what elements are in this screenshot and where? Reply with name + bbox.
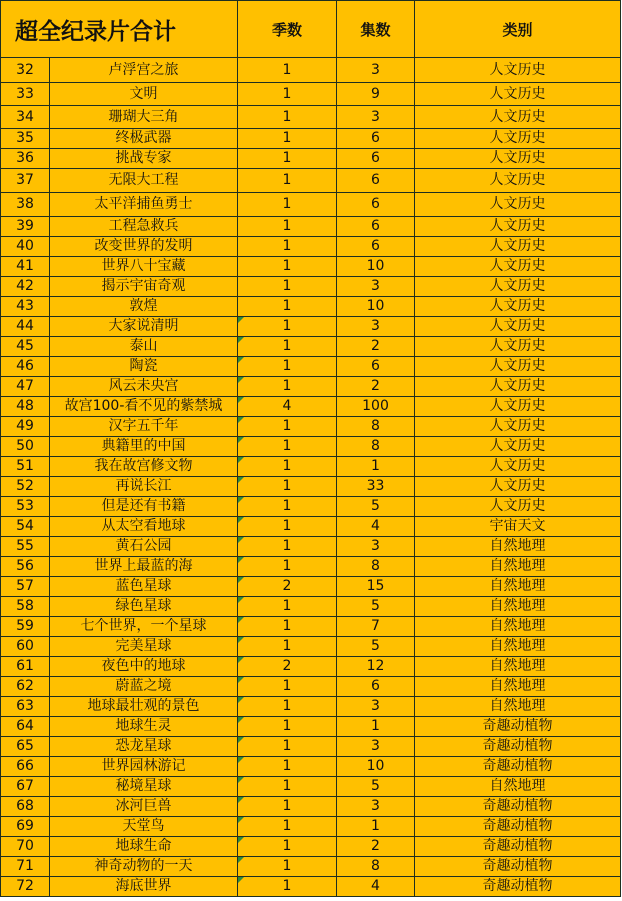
category-cell[interactable]: 奇趣动植物: [415, 837, 621, 857]
episodes-cell[interactable]: 6: [337, 357, 415, 377]
table-row: [1, 257, 621, 277]
column-header-category[interactable]: 类别: [415, 1, 621, 58]
episodes-cell[interactable]: 9: [337, 83, 415, 106]
row-number-cell[interactable]: 53: [1, 497, 50, 517]
episodes-cell[interactable]: 6: [337, 193, 415, 217]
episodes-cell[interactable]: 1: [337, 717, 415, 737]
table-row: [1, 597, 621, 617]
table-row: [1, 83, 621, 106]
season-cell[interactable]: 1: [238, 257, 337, 277]
category-cell[interactable]: 人文历史: [415, 397, 621, 417]
episodes-cell[interactable]: 10: [337, 297, 415, 317]
episodes-cell[interactable]: 3: [337, 537, 415, 557]
row-number-cell[interactable]: 64: [1, 717, 50, 737]
category-cell[interactable]: 自然地理: [415, 677, 621, 697]
table-row: [1, 58, 621, 83]
title-cell[interactable]: 地球最壮观的景色: [50, 697, 238, 717]
season-cell[interactable]: 1: [238, 717, 337, 737]
episodes-cell[interactable]: 5: [337, 637, 415, 657]
row-number-cell[interactable]: 39: [1, 217, 50, 237]
category-cell[interactable]: 人文历史: [415, 257, 621, 277]
category-cell[interactable]: 人文历史: [415, 297, 621, 317]
row-number-cell[interactable]: 43: [1, 297, 50, 317]
season-cell[interactable]: 1: [238, 537, 337, 557]
row-number-cell[interactable]: 62: [1, 677, 50, 697]
table-row: [1, 129, 621, 149]
table-row: [1, 697, 621, 717]
episodes-cell[interactable]: 8: [337, 857, 415, 877]
category-cell[interactable]: 人文历史: [415, 149, 621, 169]
category-cell[interactable]: 人文历史: [415, 317, 621, 337]
category-cell[interactable]: 人文历史: [415, 106, 621, 129]
category-cell[interactable]: 人文历史: [415, 237, 621, 257]
title-cell[interactable]: 冰河巨兽: [50, 797, 238, 817]
episodes-cell[interactable]: 3: [337, 697, 415, 717]
season-cell[interactable]: 1: [238, 817, 337, 837]
title-cell[interactable]: 蔚蓝之境: [50, 677, 238, 697]
row-number-cell[interactable]: 50: [1, 437, 50, 457]
table-row: [1, 106, 621, 129]
table-row: [1, 377, 621, 397]
episodes-cell[interactable]: 7: [337, 617, 415, 637]
row-number-cell[interactable]: 46: [1, 357, 50, 377]
title-cell[interactable]: 挑战专家: [50, 149, 238, 169]
season-cell[interactable]: 1: [238, 837, 337, 857]
category-cell[interactable]: 人文历史: [415, 217, 621, 237]
row-number-cell[interactable]: 66: [1, 757, 50, 777]
table-row: [1, 357, 621, 377]
season-cell[interactable]: 1: [238, 697, 337, 717]
season-cell[interactable]: 1: [238, 129, 337, 149]
episodes-cell[interactable]: 10: [337, 757, 415, 777]
category-cell[interactable]: 人文历史: [415, 457, 621, 477]
row-number-cell[interactable]: 72: [1, 877, 50, 897]
category-cell[interactable]: 人文历史: [415, 477, 621, 497]
season-cell[interactable]: 1: [238, 83, 337, 106]
category-cell[interactable]: 人文历史: [415, 437, 621, 457]
row-number-cell[interactable]: 36: [1, 149, 50, 169]
category-cell[interactable]: 人文历史: [415, 337, 621, 357]
category-cell[interactable]: 奇趣动植物: [415, 797, 621, 817]
episodes-cell[interactable]: 4: [337, 877, 415, 897]
episodes-cell[interactable]: 33: [337, 477, 415, 497]
row-number-cell[interactable]: 70: [1, 837, 50, 857]
row-number-cell[interactable]: 45: [1, 337, 50, 357]
table-row: [1, 817, 621, 837]
episodes-cell[interactable]: 3: [337, 277, 415, 297]
title-cell[interactable]: 汉字五千年: [50, 417, 238, 437]
category-cell[interactable]: 人文历史: [415, 58, 621, 83]
title-cell[interactable]: 夜色中的地球: [50, 657, 238, 677]
header-row: [1, 1, 621, 58]
season-cell[interactable]: 1: [238, 106, 337, 129]
row-number-cell[interactable]: 65: [1, 737, 50, 757]
row-number-cell[interactable]: 47: [1, 377, 50, 397]
episodes-cell[interactable]: 4: [337, 517, 415, 537]
episodes-cell[interactable]: 100: [337, 397, 415, 417]
episodes-cell[interactable]: 1: [337, 817, 415, 837]
table-row: [1, 537, 621, 557]
category-cell[interactable]: 自然地理: [415, 777, 621, 797]
episodes-cell[interactable]: 5: [337, 497, 415, 517]
season-cell[interactable]: 1: [238, 597, 337, 617]
season-cell[interactable]: 1: [238, 797, 337, 817]
table-row: [1, 337, 621, 357]
title-cell[interactable]: 故宫100-看不见的紫禁城: [50, 397, 238, 417]
table-row: [1, 877, 621, 897]
table-row: [1, 617, 621, 637]
table-row: [1, 149, 621, 169]
season-cell[interactable]: 2: [238, 577, 337, 597]
season-cell[interactable]: 1: [238, 457, 337, 477]
episodes-cell[interactable]: 3: [337, 797, 415, 817]
table-row: [1, 397, 621, 417]
table-row: [1, 637, 621, 657]
season-cell[interactable]: 1: [238, 357, 337, 377]
title-cell[interactable]: 再说长江: [50, 477, 238, 497]
title-cell[interactable]: 敦煌: [50, 297, 238, 317]
season-cell[interactable]: 1: [238, 517, 337, 537]
season-cell[interactable]: 1: [238, 58, 337, 83]
category-cell[interactable]: 人文历史: [415, 417, 621, 437]
row-number-cell[interactable]: 52: [1, 477, 50, 497]
table-row: [1, 497, 621, 517]
season-cell[interactable]: 1: [238, 277, 337, 297]
title-cell[interactable]: 世界园林游记: [50, 757, 238, 777]
season-cell[interactable]: 1: [238, 417, 337, 437]
episodes-cell[interactable]: 10: [337, 257, 415, 277]
row-number-cell[interactable]: 55: [1, 537, 50, 557]
category-cell[interactable]: 自然地理: [415, 537, 621, 557]
row-number-cell[interactable]: 58: [1, 597, 50, 617]
season-cell[interactable]: 1: [238, 677, 337, 697]
title-cell[interactable]: 改变世界的发明: [50, 237, 238, 257]
row-number-cell[interactable]: 32: [1, 58, 50, 83]
table-row: [1, 517, 621, 537]
row-number-cell[interactable]: 63: [1, 697, 50, 717]
table-row: [1, 777, 621, 797]
table-row: [1, 317, 621, 337]
title-cell[interactable]: 从太空看地球: [50, 517, 238, 537]
title-cell[interactable]: 完美星球: [50, 637, 238, 657]
season-cell[interactable]: 1: [238, 877, 337, 897]
title-cell[interactable]: 蓝色星球: [50, 577, 238, 597]
table-body: [1, 58, 621, 897]
table-row: [1, 797, 621, 817]
row-number-cell[interactable]: 56: [1, 557, 50, 577]
category-cell[interactable]: 自然地理: [415, 577, 621, 597]
title-cell[interactable]: 我在故宫修文物: [50, 457, 238, 477]
episodes-cell[interactable]: 6: [337, 129, 415, 149]
season-cell[interactable]: 1: [238, 217, 337, 237]
episodes-cell[interactable]: 6: [337, 149, 415, 169]
season-cell[interactable]: 1: [238, 637, 337, 657]
title-cell[interactable]: 但是还有书籍: [50, 497, 238, 517]
title-cell[interactable]: 黄石公园: [50, 537, 238, 557]
table-row: [1, 417, 621, 437]
row-number-cell[interactable]: 48: [1, 397, 50, 417]
title-cell[interactable]: 典籍里的中国: [50, 437, 238, 457]
row-number-cell[interactable]: 59: [1, 617, 50, 637]
row-number-cell[interactable]: 38: [1, 193, 50, 217]
season-cell[interactable]: 1: [238, 317, 337, 337]
column-header-season[interactable]: 季数: [238, 1, 337, 58]
table-row: [1, 237, 621, 257]
category-cell[interactable]: 自然地理: [415, 637, 621, 657]
category-cell[interactable]: 人文历史: [415, 193, 621, 217]
season-cell[interactable]: 1: [238, 297, 337, 317]
category-cell[interactable]: 自然地理: [415, 657, 621, 677]
table-row: [1, 169, 621, 193]
episodes-cell[interactable]: 6: [337, 677, 415, 697]
table-row: [1, 857, 621, 877]
title-cell[interactable]: 卢浮宫之旅: [50, 58, 238, 83]
row-number-cell[interactable]: 60: [1, 637, 50, 657]
table-row: [1, 757, 621, 777]
row-number-cell[interactable]: 69: [1, 817, 50, 837]
episodes-cell[interactable]: 12: [337, 657, 415, 677]
category-cell[interactable]: 自然地理: [415, 617, 621, 637]
category-cell[interactable]: 人文历史: [415, 83, 621, 106]
season-cell[interactable]: 1: [238, 497, 337, 517]
row-number-cell[interactable]: 57: [1, 577, 50, 597]
table-title[interactable]: 超全纪录片合计: [1, 1, 238, 58]
category-cell[interactable]: 奇趣动植物: [415, 877, 621, 897]
title-cell[interactable]: 大家说清明: [50, 317, 238, 337]
season-cell[interactable]: 1: [238, 437, 337, 457]
episodes-cell[interactable]: 8: [337, 417, 415, 437]
title-cell[interactable]: 风云未央宫: [50, 377, 238, 397]
row-number-cell[interactable]: 67: [1, 777, 50, 797]
table-row: [1, 837, 621, 857]
season-cell[interactable]: 1: [238, 337, 337, 357]
episodes-cell[interactable]: 5: [337, 597, 415, 617]
row-number-cell[interactable]: 68: [1, 797, 50, 817]
episodes-cell[interactable]: 8: [337, 557, 415, 577]
category-cell[interactable]: 人文历史: [415, 357, 621, 377]
row-number-cell[interactable]: 42: [1, 277, 50, 297]
table-row: [1, 737, 621, 757]
category-cell[interactable]: 人文历史: [415, 377, 621, 397]
row-number-cell[interactable]: 34: [1, 106, 50, 129]
episodes-cell[interactable]: 3: [337, 58, 415, 83]
table-row: [1, 677, 621, 697]
row-number-cell[interactable]: 61: [1, 657, 50, 677]
row-number-cell[interactable]: 35: [1, 129, 50, 149]
title-cell[interactable]: 珊瑚大三角: [50, 106, 238, 129]
row-number-cell[interactable]: 41: [1, 257, 50, 277]
table-row: [1, 657, 621, 677]
table-row: [1, 477, 621, 497]
season-cell[interactable]: 1: [238, 237, 337, 257]
season-cell[interactable]: 1: [238, 857, 337, 877]
episodes-cell[interactable]: 2: [337, 837, 415, 857]
category-cell[interactable]: 宇宙天文: [415, 517, 621, 537]
row-number-cell[interactable]: 71: [1, 857, 50, 877]
title-cell[interactable]: 七个世界，一个星球: [50, 617, 238, 637]
row-number-cell[interactable]: 37: [1, 169, 50, 193]
category-cell[interactable]: 奇趣动植物: [415, 757, 621, 777]
title-cell[interactable]: 天堂鸟: [50, 817, 238, 837]
title-cell[interactable]: 无限大工程: [50, 169, 238, 193]
category-cell[interactable]: 人文历史: [415, 497, 621, 517]
episodes-cell[interactable]: 6: [337, 237, 415, 257]
episodes-cell[interactable]: 6: [337, 169, 415, 193]
table-row: [1, 577, 621, 597]
category-cell[interactable]: 奇趣动植物: [415, 857, 621, 877]
table-row: [1, 217, 621, 237]
title-cell[interactable]: 世界八十宝藏: [50, 257, 238, 277]
episodes-cell[interactable]: 3: [337, 106, 415, 129]
title-cell[interactable]: 泰山: [50, 337, 238, 357]
category-cell[interactable]: 自然地理: [415, 697, 621, 717]
season-cell[interactable]: 1: [238, 557, 337, 577]
season-cell[interactable]: 1: [238, 193, 337, 217]
category-cell[interactable]: 自然地理: [415, 557, 621, 577]
row-number-cell[interactable]: 51: [1, 457, 50, 477]
table-row: [1, 277, 621, 297]
table-row: [1, 457, 621, 477]
season-cell[interactable]: 1: [238, 149, 337, 169]
row-number-cell[interactable]: 49: [1, 417, 50, 437]
table-row: [1, 193, 621, 217]
season-cell[interactable]: 1: [238, 169, 337, 193]
row-number-cell[interactable]: 54: [1, 517, 50, 537]
season-cell[interactable]: 4: [238, 397, 337, 417]
table-row: [1, 717, 621, 737]
season-cell[interactable]: 1: [238, 617, 337, 637]
title-cell[interactable]: 绿色星球: [50, 597, 238, 617]
title-cell[interactable]: 恐龙星球: [50, 737, 238, 757]
category-cell[interactable]: 人文历史: [415, 277, 621, 297]
title-cell[interactable]: 世界上最蓝的海: [50, 557, 238, 577]
episodes-cell[interactable]: 3: [337, 317, 415, 337]
title-cell[interactable]: 地球生灵: [50, 717, 238, 737]
episodes-cell[interactable]: 2: [337, 337, 415, 357]
table-row: [1, 557, 621, 577]
season-cell[interactable]: 1: [238, 777, 337, 797]
category-cell[interactable]: 人文历史: [415, 169, 621, 193]
episodes-cell[interactable]: 8: [337, 437, 415, 457]
title-cell[interactable]: 秘境星球: [50, 777, 238, 797]
episodes-cell[interactable]: 2: [337, 377, 415, 397]
title-cell[interactable]: 揭示宇宙奇观: [50, 277, 238, 297]
table-row: [1, 437, 621, 457]
title-cell[interactable]: 文明: [50, 83, 238, 106]
row-number-cell[interactable]: 40: [1, 237, 50, 257]
category-cell[interactable]: 人文历史: [415, 129, 621, 149]
episodes-cell[interactable]: 3: [337, 737, 415, 757]
season-cell[interactable]: 2: [238, 657, 337, 677]
episodes-cell[interactable]: 1: [337, 457, 415, 477]
season-cell[interactable]: 1: [238, 737, 337, 757]
title-cell[interactable]: 陶瓷: [50, 357, 238, 377]
title-cell[interactable]: 太平洋捕鱼勇士: [50, 193, 238, 217]
title-cell[interactable]: 地球生命: [50, 837, 238, 857]
category-cell[interactable]: 奇趣动植物: [415, 817, 621, 837]
episodes-cell[interactable]: 6: [337, 217, 415, 237]
title-cell[interactable]: 海底世界: [50, 877, 238, 897]
season-cell[interactable]: 1: [238, 377, 337, 397]
title-cell[interactable]: 工程急救兵: [50, 217, 238, 237]
row-number-cell[interactable]: 33: [1, 83, 50, 106]
category-cell[interactable]: 奇趣动植物: [415, 737, 621, 757]
episodes-cell[interactable]: 15: [337, 577, 415, 597]
episodes-cell[interactable]: 5: [337, 777, 415, 797]
title-cell[interactable]: 终极武器: [50, 129, 238, 149]
season-cell[interactable]: 1: [238, 477, 337, 497]
table-row: [1, 297, 621, 317]
category-cell[interactable]: 奇趣动植物: [415, 717, 621, 737]
row-number-cell[interactable]: 44: [1, 317, 50, 337]
season-cell[interactable]: 1: [238, 757, 337, 777]
category-cell[interactable]: 自然地理: [415, 597, 621, 617]
title-cell[interactable]: 神奇动物的一天: [50, 857, 238, 877]
column-header-episodes[interactable]: 集数: [337, 1, 415, 58]
